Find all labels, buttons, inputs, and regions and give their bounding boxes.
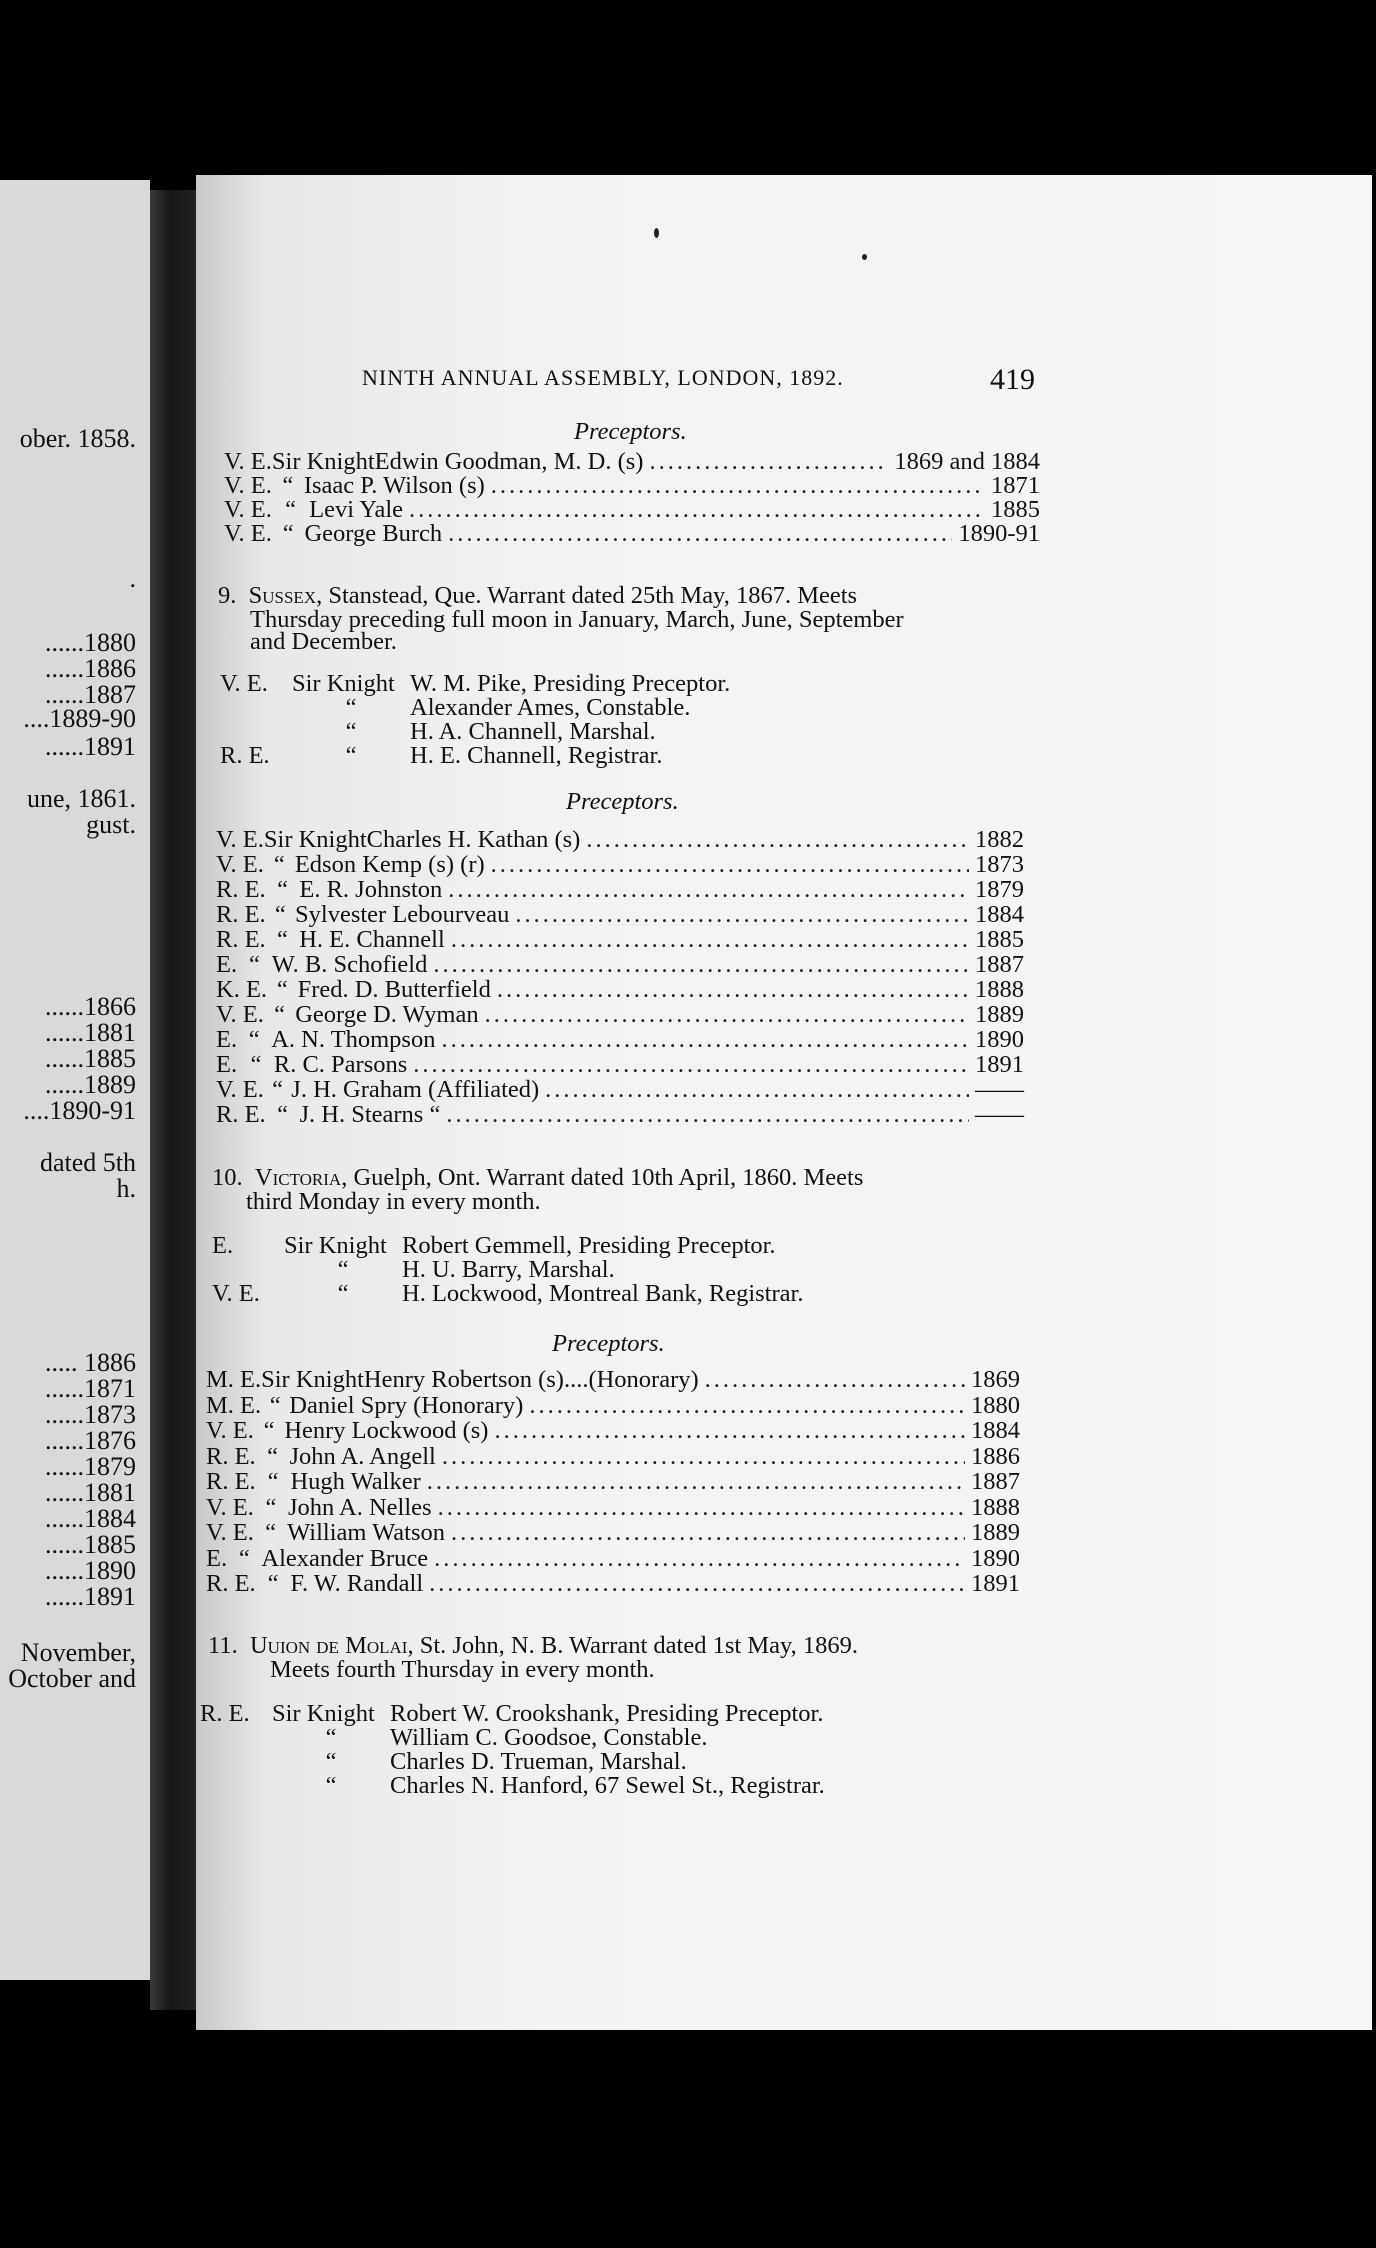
preceptor-row [206,1443,1020,1471]
preceptor-name: E. R. Johnston [299,876,443,903]
rank-abbrev: R. E. [206,1468,256,1495]
previous-page-line: h. [116,1174,136,1203]
rank-abbrev: V. E. [224,448,272,475]
dot-leader [434,1545,965,1573]
previous-page-line: ......1873 [45,1400,136,1429]
title-prefix: “ [273,851,285,878]
year-served: 1873 [975,851,1024,878]
previous-page-line: . [129,564,136,593]
title-prefix: “ [325,1748,337,1775]
rank-abbrev: V. E. [206,1519,254,1546]
preceptor-name: Edwin Goodman, M. D. (s) [374,448,644,475]
dot-leader [485,1001,969,1029]
preceptor-row [206,1494,1020,1522]
year-served: 1879 [975,876,1024,903]
year-served: 1869 and 1884 [894,448,1040,475]
previous-page-line: une, 1861. [26,784,136,813]
title-prefix: “ [337,1280,349,1307]
year-served: 1890-91 [958,520,1040,547]
dot-leader [529,1392,965,1420]
dot-leader [451,926,969,954]
title-prefix: “ [269,1391,281,1419]
preceptor-name: Charles H. Kathan (s) [366,826,581,853]
preceptor-row [216,1101,1024,1129]
rank-abbrev: E. [212,1232,234,1259]
title-prefix: “ [285,496,296,523]
dot-leader [413,1051,969,1079]
preceptor-name: Henry Lockwood (s) [284,1417,489,1444]
title-prefix: “ [325,1724,337,1751]
preceptor-name: H. E. Channell [299,926,445,953]
officer-name: Charles N. Hanford, 67 Sewel St., Registrar. [390,1772,825,1799]
rank-abbrev: R. E. [216,1101,266,1128]
previous-page-line: ober. 1858. [19,424,136,453]
title-prefix: “ [325,1772,337,1799]
dot-leader [433,951,969,979]
title-prefix: Sir Knight [284,1232,387,1259]
preceptor-name: George D. Wyman [295,1001,479,1028]
previous-page-line: ......1887 [45,680,136,709]
title-prefix: “ [267,1570,279,1597]
victoria-entry-line-2: third Monday in every month. [246,1188,541,1215]
year-served: 1885 [975,926,1024,953]
year-served: —— [975,1076,1024,1103]
dot-leader [441,1026,969,1054]
running-header: NINTH ANNUAL ASSEMBLY, LONDON, 1892. [362,365,844,390]
year-served: 1890 [975,1026,1024,1053]
preceptor-row [216,1051,1024,1079]
victoria-entry-line-1: 10. Victoria, Guelph, Ont. Warrant dated 10th April, 1860. Meets [212,1164,864,1191]
previous-page-line: ......1880 [45,628,136,657]
molai-entry-line-2: Meets fourth Thursday in every month. [270,1656,655,1683]
officer-name: W. M. Pike, Presiding Preceptor. [410,670,731,697]
preceptor-row [206,1366,1020,1394]
rank-abbrev: E. [216,1051,238,1078]
title-prefix: “ [248,1026,260,1053]
preceptor-name: George Burch [304,520,443,547]
preceptor-name: R. C. Parsons [273,1051,408,1078]
previous-page-line: dated 5th [39,1148,136,1177]
scan-border [0,2030,1376,2248]
dot-leader [448,876,969,904]
dot-leader [427,1468,965,1496]
title-prefix: “ [263,1417,275,1444]
dot-leader [515,901,969,929]
preceptors-heading-3: Preceptors. [552,1330,665,1357]
preceptor-name: Isaac P. Wilson (s) [303,472,485,499]
previous-page-line: ......1881 [45,1478,136,1507]
rank-abbrev: E. [206,1544,228,1572]
preceptor-name: William Watson [287,1519,445,1546]
officer-name: H. E. Channell, Registrar. [410,742,663,769]
previous-page-line: ..... 1886 [45,1348,136,1377]
preceptor-row [206,1417,1020,1445]
sussex-entry-line-1: 9. Sussex, Stanstead, Que. Warrant dated 25th May, 1867. Meets [218,582,858,609]
previous-page-line: ......1886 [45,654,136,683]
rank-abbrev: V. E. [216,851,264,878]
officer-row [212,1280,803,1308]
rank-abbrev: V. E. [224,520,272,547]
molai-entry-line-1: 11. Uuion de Molai, St. John, N. B. Warrant dated 1st May, 1869. [208,1632,859,1659]
preceptor-row [216,826,1024,854]
preceptor-name: John A. Nelles [287,1493,432,1521]
title-prefix: “ [274,901,286,928]
title-prefix: Sir Knight [263,826,367,853]
year-served: 1871 [991,472,1040,499]
rank-abbrev: V. E. [212,1280,260,1307]
ink-speck [654,228,659,238]
year-served: 1880 [971,1391,1020,1419]
previous-page-line: ......1890 [45,1556,136,1585]
title-prefix: “ [267,1442,279,1470]
previous-page-line: ......1885 [45,1044,136,1073]
officer-name: William C. Goodsoe, Constable. [390,1724,708,1751]
preceptor-row [216,901,1024,929]
dot-leader [497,976,969,1004]
rank-abbrev: V. E. [206,1493,254,1521]
preceptor-name: Alexander Bruce [261,1544,429,1572]
preceptor-row [216,951,1024,979]
preceptor-name: F. W. Randall [290,1570,424,1597]
title-prefix: “ [274,1001,285,1028]
preceptor-name: Hugh Walker [290,1468,421,1495]
rank-abbrev: R. E. [206,1442,256,1470]
preceptor-row [216,1001,1024,1029]
book-gutter [150,190,202,2010]
preceptor-row [206,1392,1020,1420]
previous-page-line: ....1889-90 [23,704,136,733]
preceptor-row [206,1545,1020,1573]
officer-row [220,742,662,770]
rank-abbrev: R. E. [216,901,266,928]
officer-name: H. A. Channell, Marshal. [410,718,656,745]
preceptor-name: W. B. Schofield [271,951,428,978]
preceptor-name: Henry Robertson (s)....(Honorary) [363,1366,699,1393]
preceptor-row [206,1570,1020,1598]
year-served: 1884 [971,1417,1020,1444]
dot-leader [446,1101,969,1129]
rank-abbrev: E. [216,1026,238,1053]
dot-leader [448,520,952,548]
previous-page-fragment [0,180,150,1980]
preceptor-row [216,926,1024,954]
preceptor-row [224,520,1040,548]
year-served: 1886 [971,1442,1020,1470]
rank-abbrev: R. E. [220,742,270,769]
rank-abbrev: R. E. [216,876,266,903]
dot-leader [545,1076,969,1104]
sussex-entry-line-2: Thursday preceding full moon in January, March, June, September [250,606,904,633]
year-served: 1887 [971,1468,1020,1495]
year-served: 1891 [975,1051,1024,1078]
rank-abbrev: V. E. [216,826,264,853]
page-number: 419 [990,363,1035,396]
year-served: 1889 [971,1519,1020,1546]
rank-abbrev: V. E. [224,472,272,499]
previous-page-line: November, [20,1638,136,1667]
year-served: 1885 [991,496,1040,523]
preceptor-row [206,1519,1020,1547]
dot-leader [491,851,969,879]
title-prefix: Sir Knight [261,1366,364,1393]
dot-leader [442,1443,965,1471]
rank-abbrev: K. E. [216,976,268,1003]
rank-abbrev: R. E. [206,1570,256,1597]
preceptor-name: John A. Angell [289,1442,436,1470]
title-prefix: “ [238,1544,250,1572]
preceptor-row [216,876,1024,904]
preceptor-name: A. N. Thompson [271,1026,436,1053]
preceptor-row [206,1468,1020,1496]
title-prefix: “ [277,1101,289,1128]
previous-page-line: ......1889 [45,1070,136,1099]
preceptor-name: J. H. Stearns “ [299,1101,441,1128]
previous-page-line: ......1891 [45,732,136,761]
preceptor-name: Edson Kemp (s) (r) [294,851,485,878]
title-prefix: “ [265,1493,277,1521]
year-served: —— [975,1101,1024,1128]
preceptor-row [216,976,1024,1004]
rank-abbrev: V. E. [224,496,272,523]
title-prefix: “ [337,1256,349,1283]
previous-page-line: October and [8,1664,136,1693]
dot-leader [438,1494,965,1522]
title-prefix: Sir Knight [292,670,395,697]
preceptor-name: Sylvester Lebourveau [295,901,510,928]
title-prefix: Sir Knight [271,448,375,475]
dot-leader [494,1417,965,1445]
title-prefix: “ [345,718,357,745]
dot-leader [705,1366,965,1394]
officer-name: Alexander Ames, Constable. [410,694,691,721]
rank-abbrev: E. [216,951,238,978]
year-served: 1887 [974,951,1024,978]
ink-speck [862,254,867,260]
previous-page-line: ......1866 [45,992,136,1021]
title-prefix: “ [250,1051,262,1078]
dot-leader [586,826,969,854]
title-prefix: “ [265,1519,276,1546]
title-prefix: “ [277,876,288,903]
previous-page-line: ......1885 [45,1530,136,1559]
year-served: 1869 [971,1366,1020,1393]
preceptor-name: Fred. D. Butterfield [297,976,491,1003]
year-served: 1888 [975,976,1024,1003]
title-prefix: “ [345,694,357,721]
title-prefix: “ [267,1468,279,1495]
rank-abbrev: M. E. [206,1366,262,1393]
year-served: 1891 [971,1570,1020,1597]
previous-page-line: ......1876 [45,1426,136,1455]
title-prefix: “ [282,520,294,547]
previous-page-line: ......1881 [45,1018,136,1047]
previous-page-line: ......1879 [45,1452,136,1481]
officer-name: H. Lockwood, Montreal Bank, Registrar. [402,1280,804,1307]
officer-name: Charles D. Trueman, Marshal. [390,1748,687,1775]
dot-leader [429,1570,965,1598]
title-prefix: “ [282,472,294,499]
previous-page-line: ......1891 [45,1582,136,1611]
title-prefix: Sir Knight [272,1700,375,1727]
rank-abbrev: M. E. [206,1391,262,1419]
preceptors-heading-1: Preceptors. [574,418,687,445]
year-served: 1884 [975,901,1024,928]
title-prefix: “ [345,742,357,769]
previous-page-line: gust. [86,810,136,839]
rank-abbrev: V. E. [206,1417,254,1444]
dot-leader [451,1519,965,1547]
officer-name: Robert W. Crookshank, Presiding Preceptor. [390,1700,824,1727]
officer-row [200,1772,825,1800]
preceptor-name: Levi Yale [309,496,404,523]
preceptor-name: Daniel Spry (Honorary) [289,1391,524,1419]
year-served: 1882 [975,826,1024,853]
title-prefix: “ [272,1076,284,1103]
previous-page-line: ......1871 [45,1374,136,1403]
previous-page-line: ......1884 [45,1504,136,1533]
year-served: 1889 [975,1001,1024,1028]
year-served: 1890 [971,1544,1020,1572]
preceptor-name: J. H. Graham (Affiliated) [291,1076,540,1103]
preceptors-heading-2: Preceptors. [566,788,679,815]
title-prefix: “ [249,951,260,978]
title-prefix: “ [277,926,288,953]
rank-abbrev: V. E. [216,1076,264,1103]
previous-page-line: ....1890-91 [23,1096,136,1125]
officer-name: H. U. Barry, Marshal. [402,1256,615,1283]
officer-name: Robert Gemmell, Presiding Preceptor. [402,1232,776,1259]
preceptor-row [216,1076,1024,1104]
rank-abbrev: V. E. [220,670,268,697]
sussex-entry-line-3: and December. [250,628,397,655]
preceptor-row [216,1026,1024,1054]
title-prefix: “ [276,976,288,1003]
rank-abbrev: R. E. [200,1700,250,1727]
rank-abbrev: R. E. [216,926,266,953]
year-served: 1888 [971,1493,1020,1521]
rank-abbrev: V. E. [216,1001,264,1028]
preceptor-row [216,851,1024,879]
